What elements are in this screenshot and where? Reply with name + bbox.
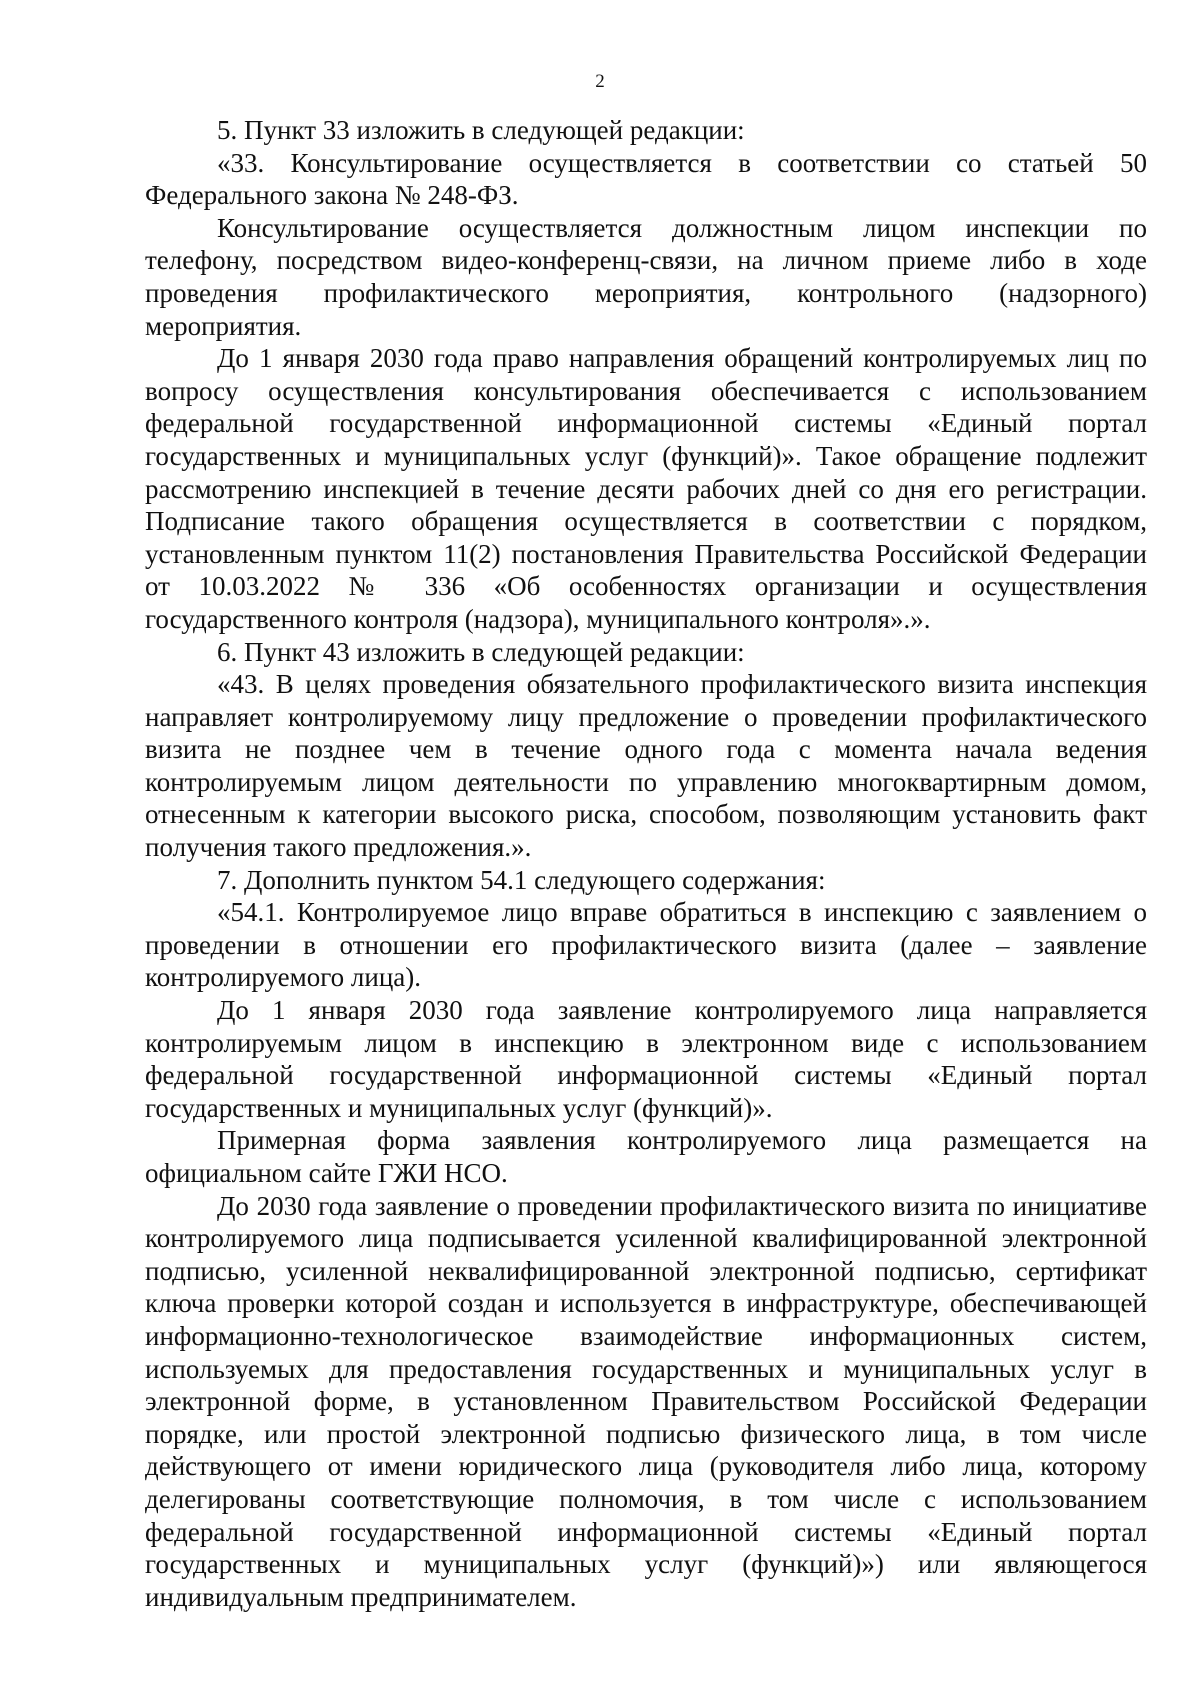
paragraph-clause-54-1: «54.1. Контролируемое лицо вправе обратиться в инспекцию с заявлением о проведении в отношении его профилактического визита (далее – заявление контролируемого лица). <box>145 897 1147 993</box>
paragraph-item-7-heading: 7. Дополнить пунктом 54.1 следующего содержания: <box>217 864 826 895</box>
paragraph-item-5-heading: 5. Пункт 33 изложить в следующей редакции: <box>217 115 745 145</box>
paragraph-application-signature: До 2030 года заявление о проведении профилактического визита по инициативе контролируемого лица подписывается усиленной квалифицированной электронной подписью, усиленной неквалифицированной электронной подписью, сертификат ключа проверки которой создан и используется в инфраструктуре, обеспечивающей информационно-технологическое взаимодействие информационных систем, используемых для предоставления государственных и муниципальных услуг в электронной форме, в установленном Правительством Российской Федерации порядке, или простой электронной подписью физического лица, в том числе действующего от имени юридического лица (руководителя либо лица, которому делегированы соответствующие полномочия, в том числе с использованием федеральной государственной информационной системы «Единый портал государственных и муниципальных услуг (функций)») или являющегося индивидуальным предпринимателем. <box>145 1190 1147 1612</box>
paragraph-consulting-methods: Консультирование осуществляется должностным лицом инспекции по телефону, посредством видео-конференц-связи, на личном приеме либо в ходе проведения профилактического мероприятия, контрольного (надзорного) мероприятия. <box>145 212 1147 341</box>
paragraph-application-submission: До 1 января 2030 года заявление контролируемого лица направляется контролируемым лицом в инспекцию в электронном виде с использованием федеральной государственной информационной системы «Единый портал государственных и муниципальных услуг (функций)». <box>145 995 1147 1123</box>
paragraph-application-form: Примерная форма заявления контролируемого лица размещается на официальном сайте ГЖИ НСО. <box>145 1125 1147 1188</box>
paragraph-consulting-requests: До 1 января 2030 года право направления обращений контролируемых лиц по вопросу осуществления консультирования обеспечивается с использованием федеральной государственной информационной системы «Единый портал государственных и муниципальных услуг (функций)». Такое обращение подлежит рассмотрению инспекцией в течение десяти рабочих дней со дня его регистрации. Подписание такого обращения осуществляется в соответствии с порядком, установленным пунктом 11(2) постановления Правительства Российской Федерации от 10.03.2022 № 336 «Об особенностях организации и осуществления государственного контроля (надзора), муниципального контроля».». <box>145 343 1147 634</box>
page-number: 2 <box>595 71 605 92</box>
document-body <box>145 114 1147 1613</box>
paragraph-clause-33: «33. Консультирование осуществляется в соответствии со статьей 50 Федерального закона № 248-ФЗ. <box>145 147 1147 211</box>
paragraph-clause-43: «43. В целях проведения обязательного профилактического визита инспекция направляет контролируемому лицу предложение о проведении профилактического визита не позднее чем в течение одного года с момента начала ведения контролируемым лицом деятельности по управлению многоквартирным домом, отнесенным к категории высокого риска, способом, позволяющим установить факт получения такого предложения.». <box>145 669 1147 863</box>
paragraph-item-6-heading: 6. Пункт 43 изложить в следующей редакции: <box>217 636 745 667</box>
